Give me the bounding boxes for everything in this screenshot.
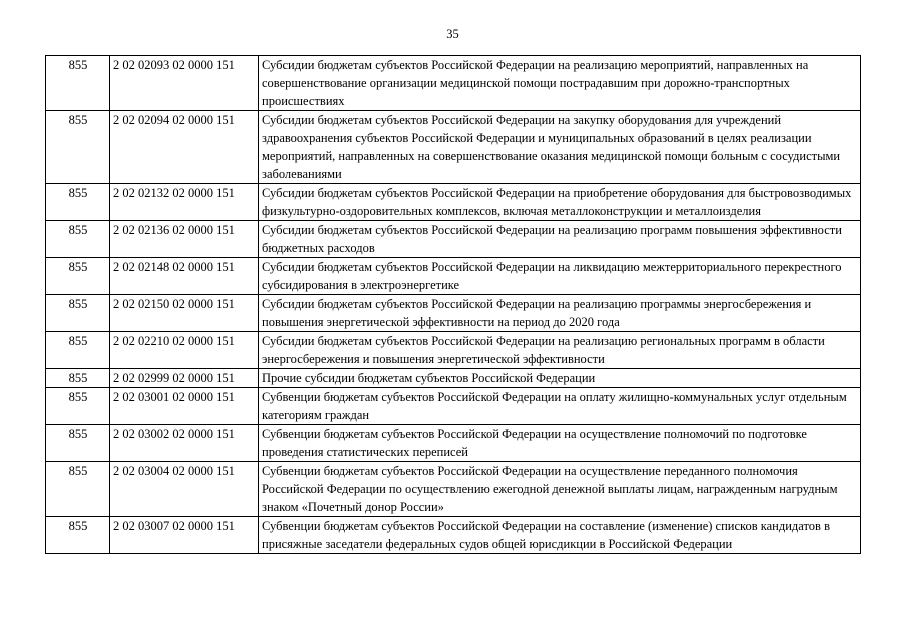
kbk-code-cell: 2 02 02210 02 0000 151 [110,332,259,369]
table-row [46,56,861,111]
kbk-code-cell: 2 02 02132 02 0000 151 [110,184,259,221]
revenue-name-cell: Субсидии бюджетам субъектов Российской Федерации на закупку оборудования для учреждений здравоохранения субъектов Российской Федерации и муниципальных образований в целях реализации мероприятий, направленных на совершенствование оказания медицинской помощи больным с сосудистыми заболеваниями [259,111,861,184]
kbk-code-cell: 2 02 03002 02 0000 151 [110,425,259,462]
admin-code-cell: 855 [46,332,110,369]
admin-code-cell: 855 [46,295,110,332]
revenue-name-cell: Субсидии бюджетам субъектов Российской Федерации на реализацию программы энергосбережения и повышения энергетической эффективности на период до 2020 года [259,295,861,332]
table-row [46,332,861,369]
kbk-code-cell: 2 02 02094 02 0000 151 [110,111,259,184]
table-row [46,462,861,517]
page-number: 35 [446,27,459,41]
revenue-name-cell: Субвенции бюджетам субъектов Российской Федерации на осуществление полномочий по подготовке проведения статистических переписей [259,425,861,462]
revenue-name-cell: Субсидии бюджетам субъектов Российской Федерации на реализацию программ повышения эффективности бюджетных расходов [259,221,861,258]
kbk-code-cell: 2 02 03001 02 0000 151 [110,388,259,425]
kbk-code-cell: 2 02 03004 02 0000 151 [110,462,259,517]
table-row [46,517,861,554]
admin-code-cell: 855 [46,369,110,388]
revenue-name-cell: Субвенции бюджетам субъектов Российской Федерации на осуществление переданного полномочия Российской Федерации по осуществлению ежегодной денежной выплаты лицам, награжденным нагрудным знаком «Почетный донор России» [259,462,861,517]
table-row [46,369,861,388]
table-row [46,258,861,295]
revenue-name-cell: Субвенции бюджетам субъектов Российской Федерации на составление (изменение) списков кандидатов в присяжные заседатели федеральных судов общей юрисдикции в Российской Федерации [259,517,861,554]
table-row [46,221,861,258]
table-row [46,295,861,332]
table-row [46,388,861,425]
admin-code-cell: 855 [46,462,110,517]
admin-code-cell: 855 [46,56,110,111]
kbk-code-cell: 2 02 02136 02 0000 151 [110,221,259,258]
table-row [46,425,861,462]
revenue-name-cell: Прочие субсидии бюджетам субъектов Российской Федерации [259,369,861,388]
revenue-name-cell: Субвенции бюджетам субъектов Российской Федерации на оплату жилищно-коммунальных услуг отдельным категориям граждан [259,388,861,425]
table-row [46,111,861,184]
admin-code-cell: 855 [46,517,110,554]
revenue-name-cell: Субсидии бюджетам субъектов Российской Федерации на приобретение оборудования для быстровозводимых физкультурно-оздоровительных комплексов, включая металлоконструкции и металлоизделия [259,184,861,221]
kbk-code-cell: 2 02 02999 02 0000 151 [110,369,259,388]
kbk-code-cell: 2 02 02093 02 0000 151 [110,56,259,111]
budget-classification-table [45,55,861,554]
admin-code-cell: 855 [46,221,110,258]
revenue-name-cell: Субсидии бюджетам субъектов Российской Федерации на реализацию региональных программ в области энергосбережения и повышения энергетической эффективности [259,332,861,369]
revenue-name-cell: Субсидии бюджетам субъектов Российской Федерации на ликвидацию межтерриториального перекрестного субсидирования в электроэнергетике [259,258,861,295]
admin-code-cell: 855 [46,388,110,425]
kbk-code-cell: 2 02 02148 02 0000 151 [110,258,259,295]
admin-code-cell: 855 [46,111,110,184]
admin-code-cell: 855 [46,425,110,462]
kbk-code-cell: 2 02 02150 02 0000 151 [110,295,259,332]
table-row [46,184,861,221]
revenue-name-cell: Субсидии бюджетам субъектов Российской Федерации на реализацию мероприятий, направленных на совершенствование организации медицинской помощи пострадавшим при дорожно-транспортных происшествиях [259,56,861,111]
kbk-code-cell: 2 02 03007 02 0000 151 [110,517,259,554]
admin-code-cell: 855 [46,258,110,295]
admin-code-cell: 855 [46,184,110,221]
